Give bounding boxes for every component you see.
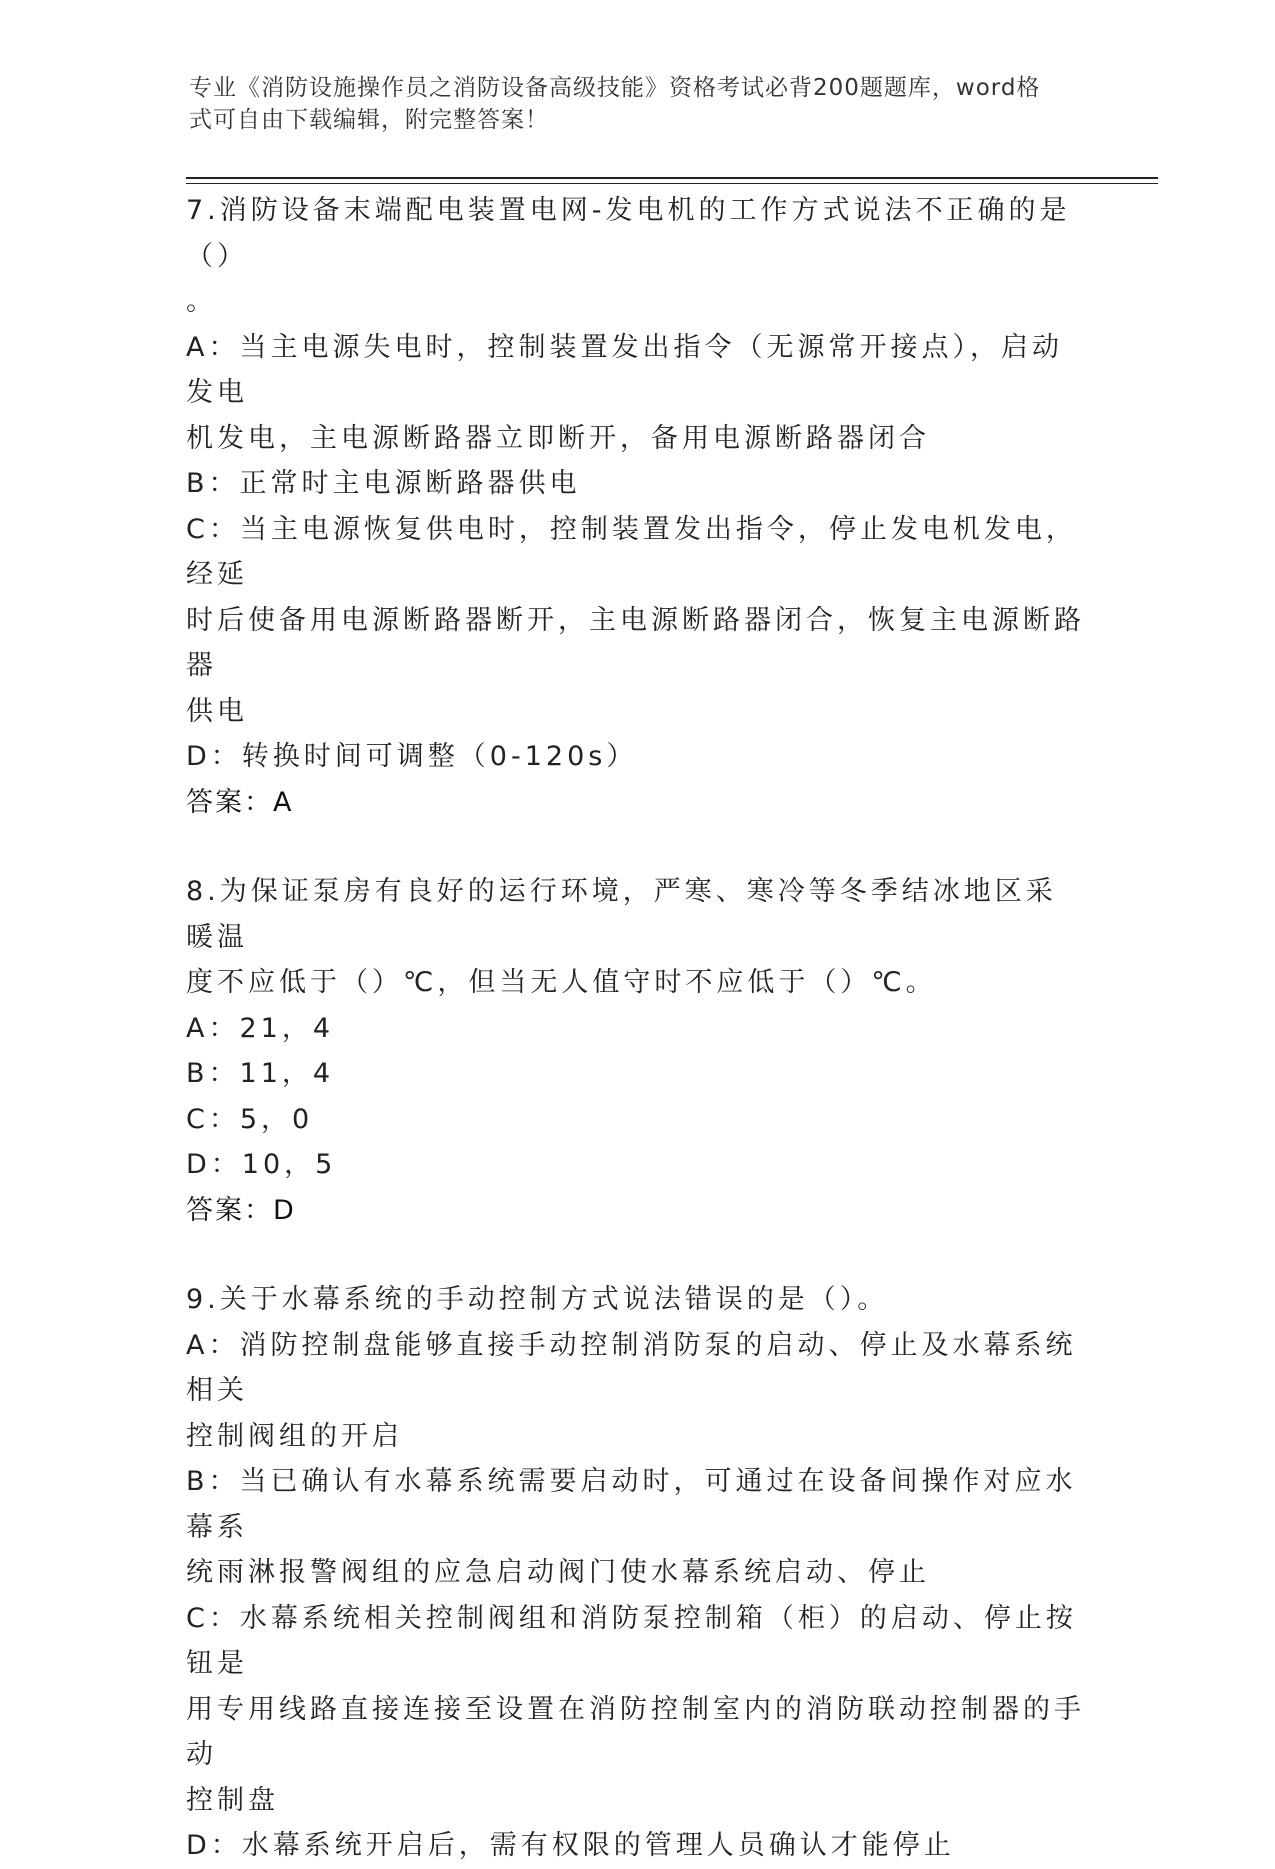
- question-7: [186, 188, 1086, 825]
- question-stem-line: 8.为保证泵房有良好的运行环境，严寒、寒冷等冬季结冰地区采暖温: [186, 876, 1057, 953]
- question-9: [186, 1277, 1086, 1869]
- option-b: [186, 1051, 1086, 1097]
- option-line: C：5，0: [186, 1103, 314, 1135]
- option-line: D：转换时间可调整（0-120s）: [186, 741, 638, 772]
- header-line-2: 式可自由下载编辑，附完整答案！: [189, 107, 549, 133]
- option-line: 机发电，主电源断路器立即断开，备用电源断路器闭合: [186, 422, 930, 454]
- option-d: [186, 1142, 1086, 1188]
- option-d: [186, 734, 1086, 780]
- option-b: [186, 1459, 1086, 1596]
- option-line: 用专用线路直接连接至设置在消防控制室内的消防联动控制器的手动: [186, 1693, 1085, 1770]
- question-8: [186, 869, 1086, 1233]
- option-a: [186, 1323, 1086, 1460]
- option-line: C：当主电源恢复供电时，控制装置发出指令，停止发电机发电，经延: [186, 513, 1077, 590]
- option-line: 控制阀组的开启: [186, 1420, 403, 1452]
- option-line: B：正常时主电源断路器供电: [186, 468, 581, 499]
- option-a: [186, 325, 1086, 462]
- question-stem-line: 。: [186, 286, 217, 317]
- option-line: D：10，5: [186, 1149, 337, 1180]
- question-stem-line: 9.关于水幕系统的手动控制方式说法错误的是（）。: [186, 1284, 889, 1315]
- option-line: 控制盘: [186, 1784, 279, 1816]
- option-line: B：当已确认有水幕系统需要启动时，可通过在设备间操作对应水幕系: [186, 1466, 1077, 1543]
- option-line: A：当主电源失电时，控制装置发出指令（无源常开接点），启动发电: [186, 331, 1063, 408]
- option-line: 统雨淋报警阀组的应急启动阀门使水幕系统启动、停止: [186, 1557, 930, 1588]
- answer-line: 答案：D: [186, 1194, 296, 1226]
- option-b: [186, 461, 1086, 507]
- option-line: B：11，4: [186, 1058, 335, 1089]
- option-d: [186, 1823, 1086, 1869]
- option-line: 时后使备用电源断路器断开，主电源断路器闭合，恢复主电源断路器: [186, 604, 1085, 681]
- option-a: [186, 1006, 1086, 1052]
- question-stem-line: 度不应低于（）℃，但当无人值守时不应低于（）℃。: [186, 967, 937, 998]
- option-line: C：水幕系统相关控制阀组和消防泵控制箱（柜）的启动、停止按钮是: [186, 1602, 1077, 1679]
- document-header: [189, 72, 1069, 136]
- header-divider-thin: [186, 183, 1158, 184]
- option-line: D：水幕系统开启后，需有权限的管理人员确认才能停止: [186, 1830, 955, 1861]
- question-list: [186, 188, 1086, 1869]
- option-line: 供电: [186, 695, 248, 727]
- header-divider-thick: [186, 177, 1158, 179]
- answer-line: 答案：A: [186, 786, 294, 818]
- option-c: [186, 1097, 1086, 1143]
- header-line-1: 专业《消防设施操作员之消防设备高级技能》资格考试必背200题题库，word格: [189, 75, 1041, 101]
- option-line: A：消防控制盘能够直接手动控制消防泵的启动、停止及水幕系统相关: [186, 1329, 1077, 1406]
- option-c: [186, 1596, 1086, 1824]
- option-c: [186, 507, 1086, 735]
- option-line: A：21，4: [186, 1012, 335, 1044]
- question-stem-line: 7.消防设备末端配电装置电网-发电机的工作方式说法不正确的是（）: [186, 195, 1071, 272]
